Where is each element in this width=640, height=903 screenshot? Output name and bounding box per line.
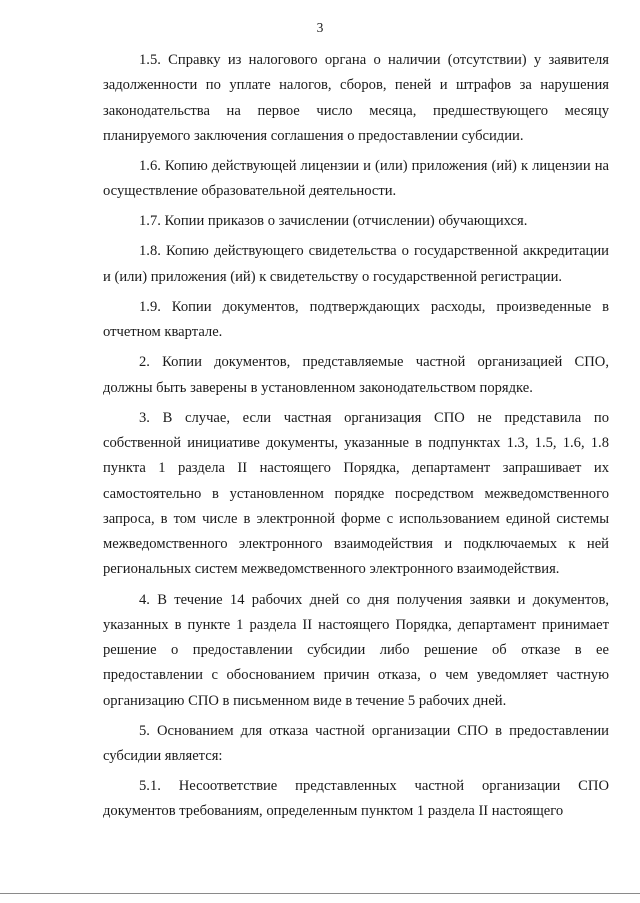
document-body [103, 48, 609, 830]
paragraph-1-5: 1.5. Справку из налогового органа о наличии (отсутствии) у заявителя задолженности по уплате налогов, сборов, пеней и штрафов за нарушения законодательства на первое число месяца, предшествующего месяцу планируемого заключения соглашения о предоставлении субсидии. [103, 52, 609, 144]
paragraph-1-8: 1.8. Копию действующего свидетельства о государственной аккредитации и (или) приложения (ий) к свидетельству о государственной регистрации. [103, 243, 609, 285]
bottom-edge-line [0, 893, 640, 894]
paragraph-1-6: 1.6. Копию действующей лицензии и (или) приложения (ий) к лицензии на осуществление образовательной деятельности. [103, 157, 609, 200]
paragraph-5: 5. Основанием для отказа частной организации СПО в предоставлении субсидии является: [103, 722, 609, 765]
paragraph-4: 4. В течение 14 рабочих дней со дня получения заявки и документов, указанных в пункте 1 раздела II настоящего Порядка, департамент принимает решение о предоставлении субсидии либо решение об отказе в ее предоставлении с обоснованием причин отказа, о чем уведомляет частную организацию СПО в письменном виде в течение 5 рабочих дней. [103, 591, 609, 709]
paragraph-2: 2. Копии документов, представляемые частной организацией СПО, должны быть заверены в установленном законодательством порядке. [103, 354, 609, 396]
paragraph-1-7: 1.7. Копии приказов о зачислении (отчислении) обучающихся. [139, 213, 528, 230]
page-number: 3 [316, 20, 324, 35]
paragraph-1-9: 1.9. Копии документов, подтверждающих расходы, произведенные в отчетном квартале. [103, 298, 609, 341]
paragraph-5-1: 5.1. Несоответствие представленных частной организации СПО документов требованиям, определенным пунктом 1 раздела II настоящего [103, 778, 609, 820]
paragraph-3: 3. В случае, если частная организация СПО не представила по собственной инициативе документы, указанные в подпунктах 1.3, 1.5, 1.6, 1.8 пункта 1 раздела II настоящего Порядка, департамент запрашивает их самостоятельно в установленном порядке посредством межведомственного запроса, в том числе в электронной форме с использованием единой системы межведомственного электронного взаимодействия и подключаемых к ней региональных систем межведомственного электронного взаимодействия. [103, 409, 609, 578]
